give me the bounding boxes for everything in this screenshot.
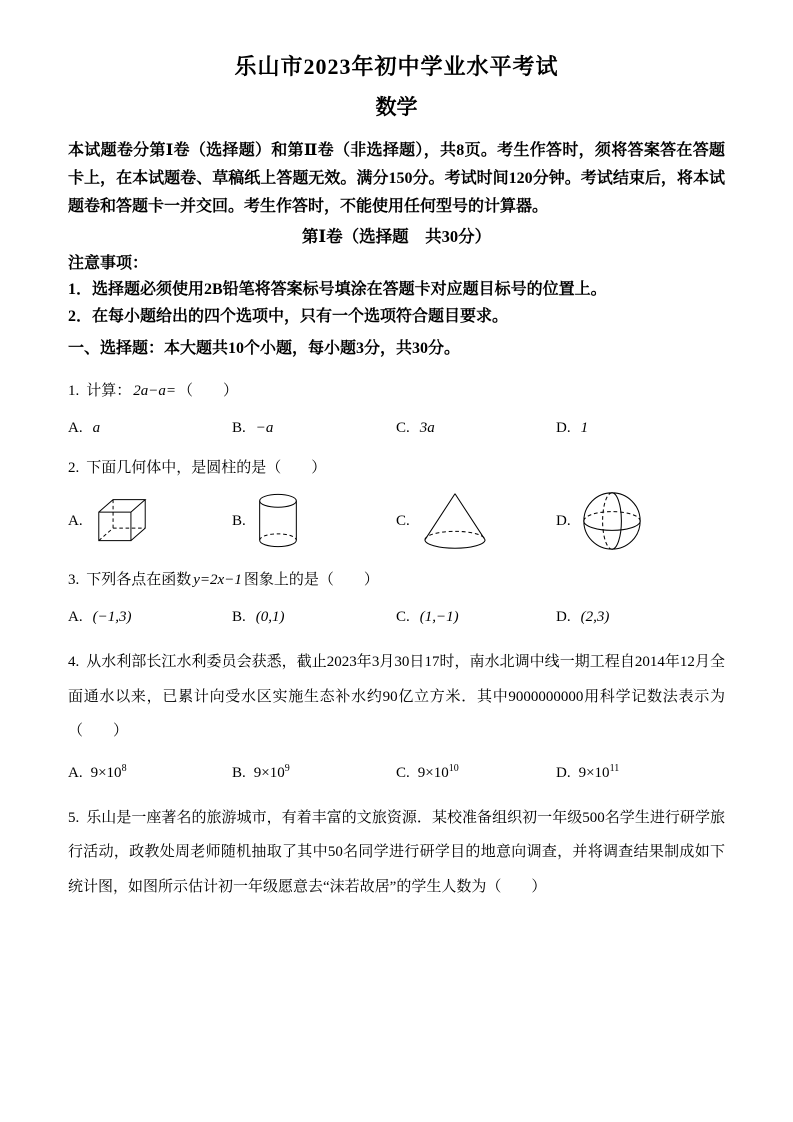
- option-label: A.: [68, 420, 83, 437]
- question-text: 从水利部长江水利委员会获悉，截止2023年3月30日17时，南水北调中线一期工程自2014年12月全面通水以来，已累计向受水区实施生态补水约90亿立方米．其中9000000000用科学记数法表示为: [68, 654, 725, 705]
- sphere-figure: [581, 490, 643, 552]
- part1-title: 一、选择题：本大题共10个小题，每小题3分，共30分。: [68, 340, 461, 358]
- q4-option-c: [396, 761, 556, 785]
- question-4-stem: [68, 645, 725, 749]
- option-value: (1,−1): [419, 609, 459, 626]
- section-1-header: 第Ⅰ卷（选择题 共30分）: [301, 227, 492, 246]
- option-value: (−1,3): [92, 609, 132, 626]
- option-value: $9\times 10^{10}$: [417, 762, 459, 781]
- option-value: (2,3): [580, 609, 610, 626]
- question-number: 2.: [68, 460, 80, 477]
- answer-blank: （ ）: [318, 571, 379, 588]
- notes-title: 注意事项：: [68, 255, 149, 273]
- question-2-stem: [68, 456, 725, 482]
- note-item-2: 2．在每小题给出的四个选项中，只有一个选项符合题目要求。: [68, 307, 509, 325]
- q4-option-b: [232, 761, 396, 785]
- question-1: [68, 379, 725, 441]
- option-label: A.: [68, 512, 83, 529]
- option-value: 3a: [419, 420, 435, 437]
- question-1-stem: [68, 379, 725, 405]
- question-text: 乐山是一座著名的旅游城市，有着丰富的文旅资源．某校准备组织初一年级500名学生进行研学旅行活动，政教处周老师随机抽取了其中50名同学进行研学目的地意向调查，并将调查结果制成如下统计图，如图所示估计初一年级愿意去“沫若故居”的学生人数为: [68, 809, 725, 895]
- exam-subject: 数学: [375, 95, 418, 119]
- exponent: 9: [284, 762, 290, 774]
- question-4: [68, 645, 725, 785]
- option-value: $9\times 10^9$: [253, 762, 290, 781]
- q3-option-c: [396, 605, 556, 629]
- question-2-options: [68, 490, 725, 552]
- question-5: [68, 801, 725, 905]
- answer-blank: （ ）: [266, 460, 327, 477]
- exam-title: 乐山市2023年初中学业水平考试: [234, 54, 559, 79]
- answer-blank: （ ）: [68, 723, 129, 740]
- q1-option-a: [68, 416, 232, 440]
- q1-option-c: [396, 416, 556, 440]
- q3-option-a: [68, 605, 232, 629]
- q2-option-d: [556, 490, 725, 552]
- exponent: 8: [121, 762, 127, 774]
- question-math: y=2x−1: [193, 571, 242, 588]
- question-math: 2a−a=: [133, 382, 177, 399]
- answer-blank: （ ）: [178, 382, 239, 399]
- option-label: C.: [396, 420, 410, 437]
- question-number: 3.: [68, 571, 80, 588]
- question-text: 图象上的是: [243, 571, 319, 588]
- q3-option-b: [232, 605, 396, 629]
- option-label: C.: [396, 512, 410, 529]
- option-label: A.: [68, 764, 83, 781]
- cone-figure: [420, 490, 490, 552]
- q3-option-d: [556, 605, 725, 629]
- exam-instructions: 本试题卷分第Ⅰ卷（选择题）和第Ⅱ卷（非选择题），共8页。考生作答时，须将答案答在答题卡上，在本试题卷、草稿纸上答题无效。满分150分。考试时间120分钟。考试结束后，将本试题卷和答题卡一并交回。考生作答时，不能使用任何型号的计算器。: [68, 142, 725, 215]
- exponent: 10: [448, 762, 459, 774]
- q4-option-a: [68, 761, 232, 785]
- question-3: [68, 568, 725, 630]
- q1-option-d: [556, 416, 725, 440]
- question-2: [68, 456, 725, 552]
- option-label: D.: [556, 512, 571, 529]
- option-label: C.: [396, 609, 410, 626]
- option-label: A.: [68, 609, 83, 626]
- cube-figure: [93, 496, 151, 546]
- question-text: 下列各点在函数: [86, 571, 192, 588]
- option-value: a: [92, 420, 101, 437]
- option-label: D.: [556, 420, 571, 437]
- option-value: $9\times 10^8$: [90, 762, 127, 781]
- note-item-1: 1．选择题必须使用2B铅笔将答案标号填涂在答题卡对应题目标号的位置上。: [68, 281, 607, 299]
- q1-option-b: [232, 416, 396, 440]
- option-label: B.: [232, 420, 246, 437]
- question-number: 5.: [68, 809, 80, 826]
- q2-option-a: [68, 496, 232, 546]
- option-value: $9\times 10^{11}$: [578, 762, 620, 781]
- option-label: D.: [556, 764, 571, 781]
- q4-option-d: [556, 761, 725, 785]
- exponent: 11: [609, 762, 620, 774]
- option-value: (0,1): [255, 609, 285, 626]
- option-label: B.: [232, 764, 246, 781]
- question-text: 下面几何体中，是圆柱的是: [86, 460, 267, 477]
- question-text: 计算：: [86, 382, 132, 399]
- q2-option-c: [396, 490, 556, 552]
- question-5-stem: [68, 801, 725, 905]
- question-number: 4.: [68, 654, 80, 671]
- option-label: B.: [232, 512, 246, 529]
- question-3-stem: [68, 568, 725, 594]
- question-number: 1.: [68, 382, 80, 399]
- question-4-options: [68, 761, 725, 785]
- cylinder-figure: [256, 492, 300, 550]
- option-label: B.: [232, 609, 246, 626]
- answer-blank: （ ）: [486, 878, 547, 895]
- option-label: D.: [556, 609, 571, 626]
- option-value: 1: [580, 420, 589, 437]
- q2-option-b: [232, 492, 396, 550]
- option-value: −a: [255, 420, 274, 437]
- question-3-options: [68, 605, 725, 629]
- question-1-options: [68, 416, 725, 440]
- option-label: C.: [396, 764, 410, 781]
